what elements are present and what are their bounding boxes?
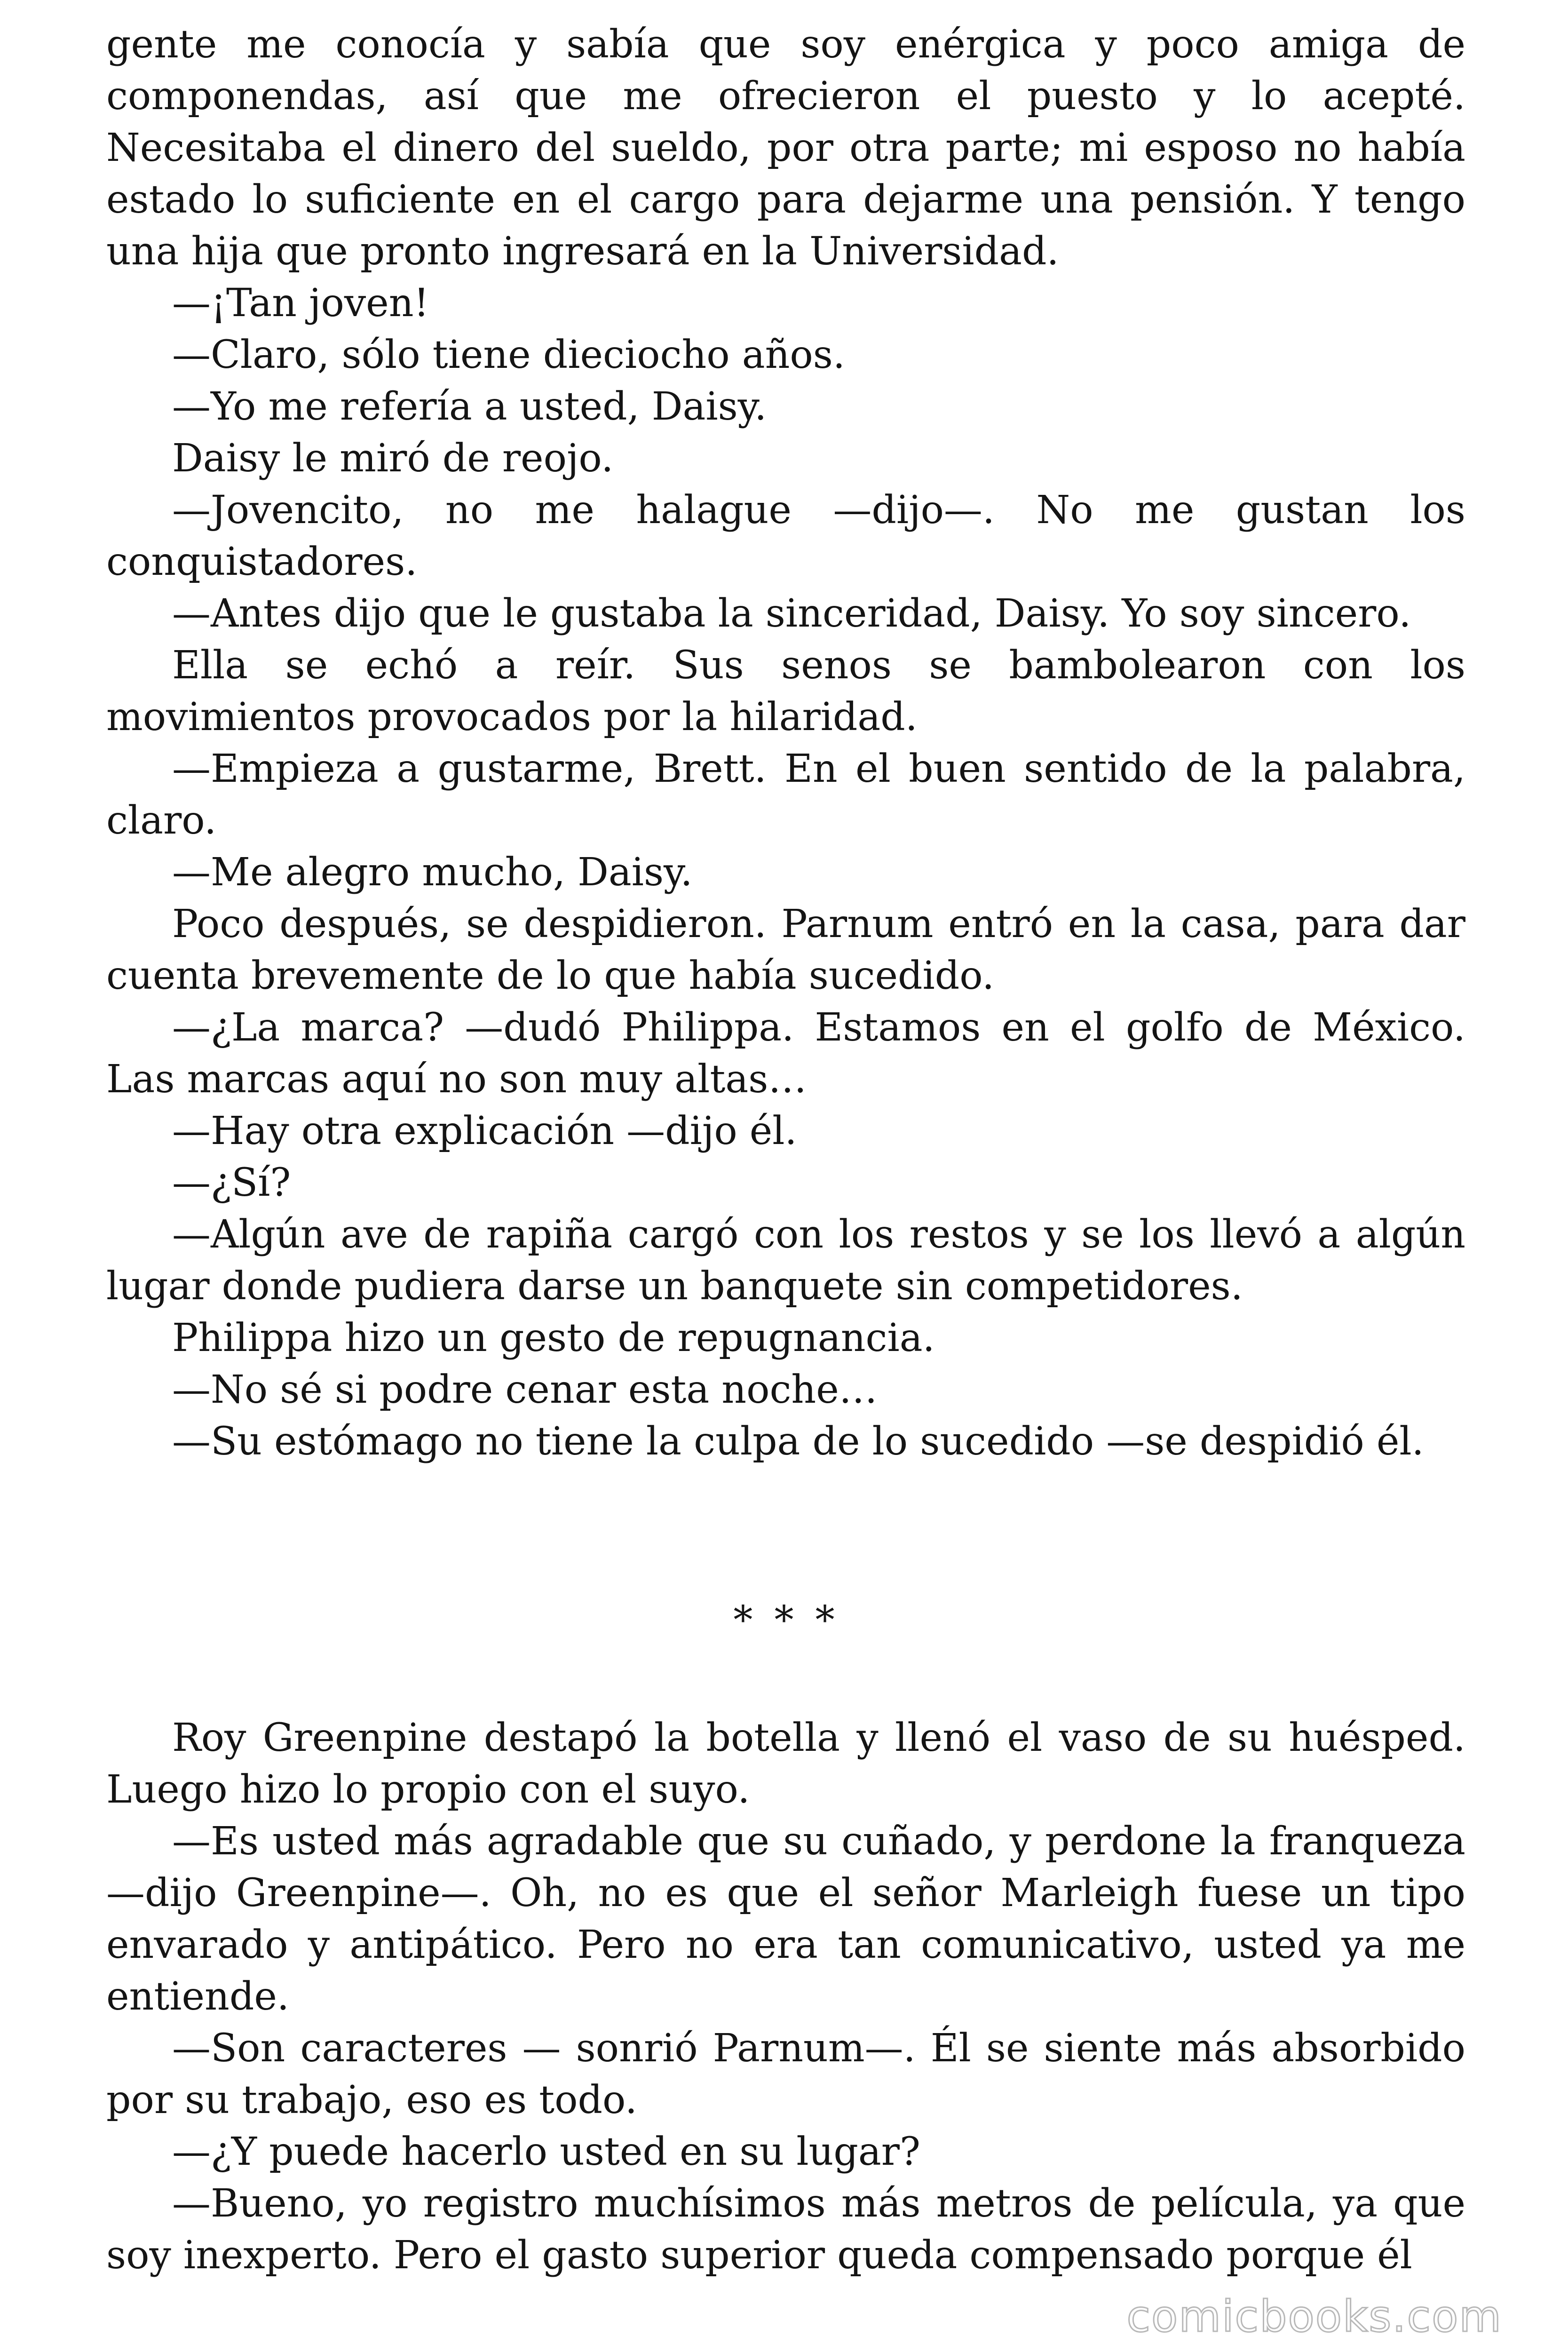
watermark: comicbooks.com — [1126, 2291, 1502, 2342]
paragraph: Poco después, se despidieron. Parnum entró en la casa, para dar cuenta brevemente de lo que había sucedido. — [106, 902, 1465, 998]
paragraph: —Algún ave de rapiña cargó con los restos y se los llevó a algún lugar donde pudiera darse un banquete sin competidores. — [106, 1212, 1465, 1309]
paragraph: Ella se echó a reír. Sus senos se bambolearon con los movimientos provocados por la hilaridad. — [106, 643, 1465, 739]
paragraph: —Es usted más agradable que su cuñado, y perdone la franqueza —dijo Greenpine—. Oh, no es que el señor Marleigh fuese un tipo envarado y antipático. Pero no era tan comunicativo, usted ya me entiende. — [106, 1819, 1465, 2019]
paragraph: —¡Tan joven! — [172, 281, 429, 326]
paragraph: —Me alegro mucho, Daisy. — [172, 850, 693, 895]
paragraph: gente me conocía y sabía que soy enérgica y poco amiga de componendas, así que me ofrecieron el puesto y lo acepté. Necesitaba el dinero del sueldo, por otra parte; mi esposo no había estado lo suficiente en el cargo para dejarme una pensión. Y tengo una hija que pronto ingresará en la Universidad. — [106, 22, 1465, 274]
paragraph: Philippa hizo un gesto de repugnancia. — [172, 1316, 935, 1360]
scene-separator: * * * — [733, 1598, 835, 1643]
text-block-bottom — [106, 1712, 1465, 2281]
paragraph: —Bueno, yo registro muchísimos más metros de película, ya que soy inexperto. Pero el gasto superior queda compensado porque él — [106, 2181, 1465, 2278]
paragraph: —¿Y puede hacerlo usted en su lugar? — [172, 2130, 920, 2174]
paragraph: —Yo me refería a usted, Daisy. — [172, 384, 767, 429]
paragraph: Roy Greenpine destapó la botella y llenó el vaso de su huésped. Luego hizo lo propio con el suyo. — [106, 1716, 1465, 1812]
paragraph: Daisy le miró de reojo. — [172, 436, 614, 481]
paragraph: —¿Sí? — [172, 1160, 291, 1205]
paragraph: —Jovencito, no me halague —dijo—. No me gustan los conquistadores. — [106, 488, 1465, 584]
paragraph: —Empieza a gustarme, Brett. En el buen sentido de la palabra, claro. — [106, 747, 1465, 843]
paragraph: —Su estómago no tiene la culpa de lo sucedido —se despidió él. — [172, 1419, 1424, 1464]
paragraph: —Claro, sólo tiene dieciocho años. — [172, 333, 845, 377]
paragraph: —Son caracteres — sonrió Parnum—. Él se siente más absorbido por su trabajo, eso es todo. — [106, 2026, 1465, 2122]
paragraph: —¿La marca? —dudó Philippa. Estamos en el golfo de México. Las marcas aquí no son muy altas… — [106, 1005, 1465, 1102]
text-block-top — [106, 19, 1465, 1468]
paragraph: —Antes dijo que le gustaba la sinceridad, Daisy. Yo soy sincero. — [172, 591, 1411, 636]
paragraph: —Hay otra explicación —dijo él. — [172, 1109, 797, 1153]
paragraph: —No sé si podre cenar esta noche… — [172, 1367, 878, 1412]
